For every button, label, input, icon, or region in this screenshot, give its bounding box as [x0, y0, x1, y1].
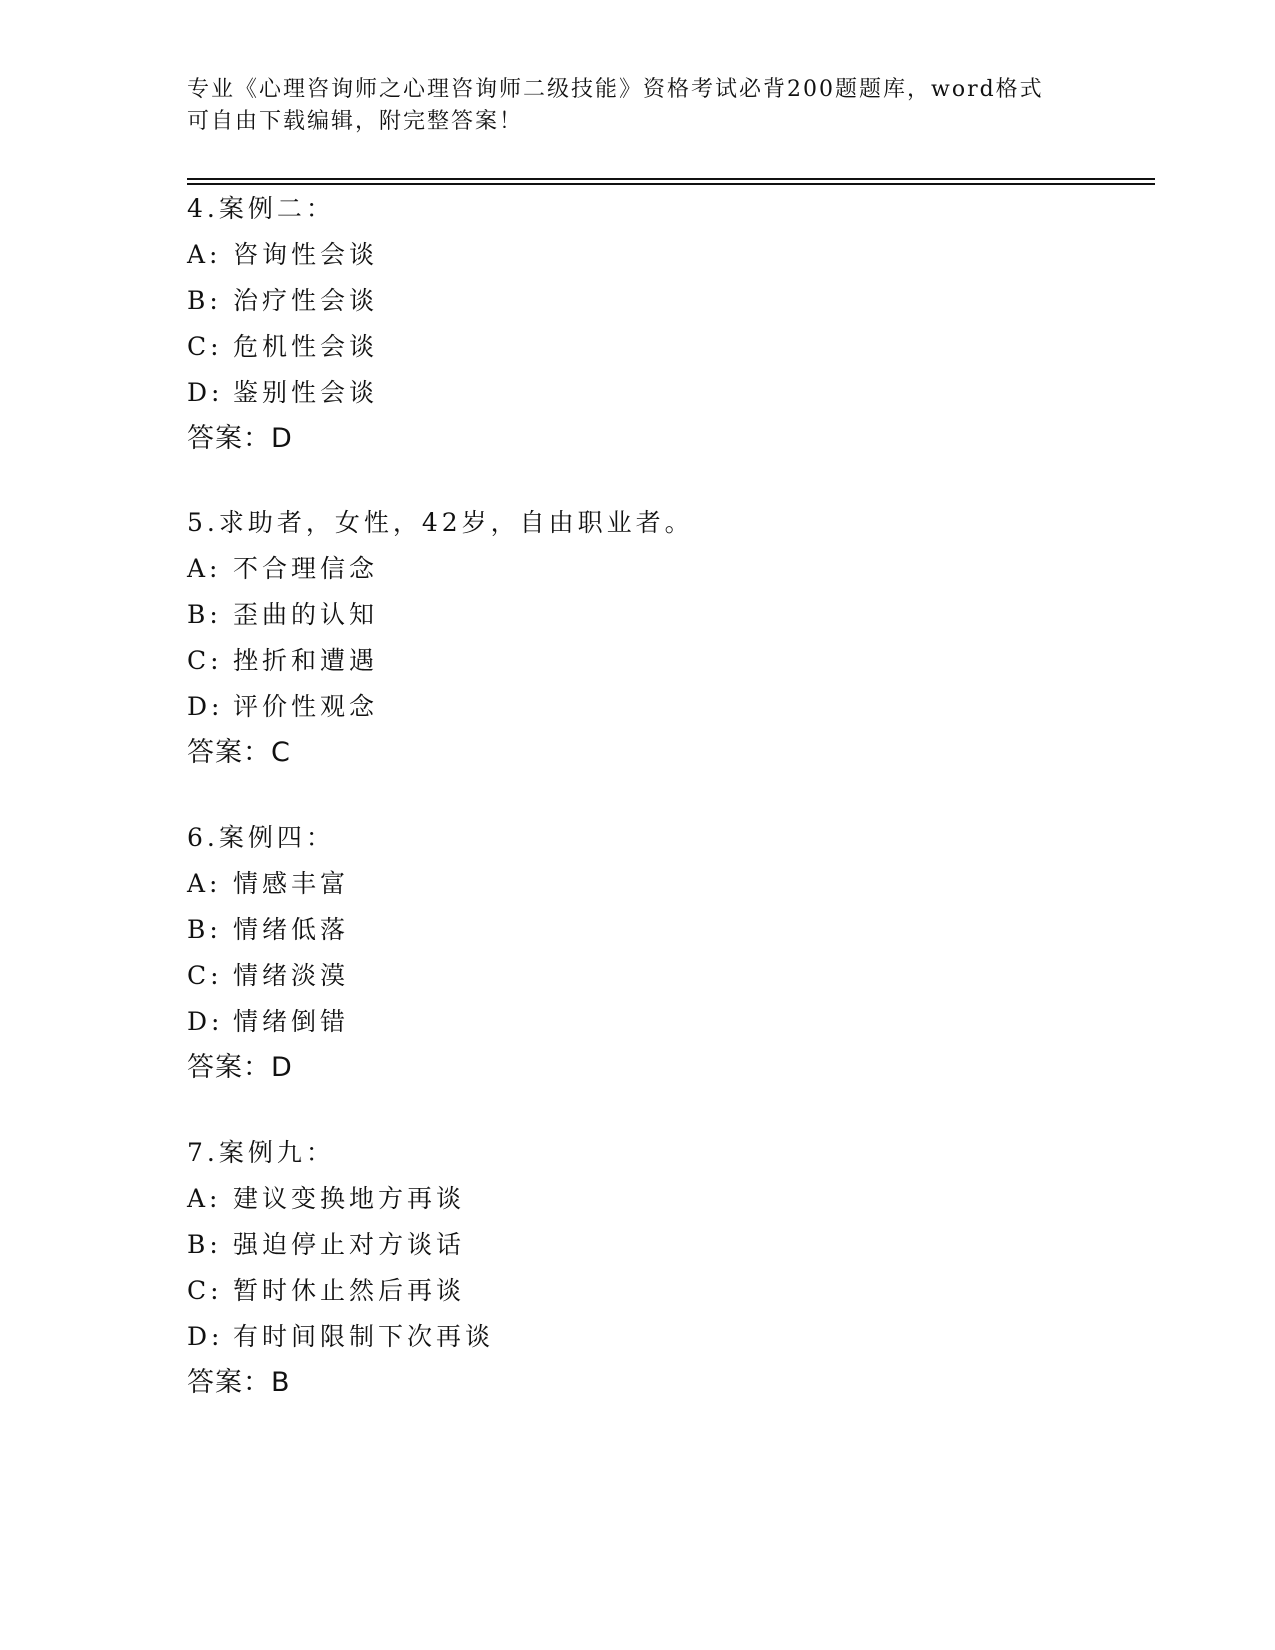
document-header — [187, 74, 1087, 138]
header-line-1: 专业《心理咨询师之心理咨询师二级技能》资格考试必背200题题库，word格式 — [187, 77, 1044, 102]
header-divider-bottom — [187, 183, 1155, 185]
option-d — [187, 999, 1087, 1045]
option-text: 强迫停止对方谈话 — [233, 1230, 466, 1259]
option-letter: A: — [187, 869, 222, 898]
option-b — [187, 278, 1087, 324]
option-letter: B: — [187, 600, 222, 629]
option-letter: C: — [187, 961, 223, 990]
question-block — [187, 815, 1087, 1091]
option-c — [187, 324, 1087, 370]
option-text: 情绪倒错 — [233, 1007, 350, 1036]
answer-line: 答案：D — [187, 423, 293, 454]
question-block — [187, 186, 1087, 462]
option-a — [187, 232, 1087, 278]
option-letter: D: — [187, 1007, 224, 1036]
option-a — [187, 861, 1087, 907]
option-text: 治疗性会谈 — [233, 286, 379, 315]
option-c — [187, 638, 1087, 684]
option-text: 挫折和遭遇 — [233, 646, 379, 675]
option-d — [187, 1314, 1087, 1360]
option-c — [187, 953, 1087, 999]
question-title: 7.案例九： — [187, 1138, 335, 1167]
option-b — [187, 1222, 1087, 1268]
option-text: 不合理信念 — [233, 554, 379, 583]
option-letter: C: — [187, 332, 223, 361]
option-d — [187, 370, 1087, 416]
option-c — [187, 1268, 1087, 1314]
answer-line: 答案：B — [187, 1367, 291, 1398]
option-letter: C: — [187, 646, 223, 675]
option-letter: A: — [187, 1184, 222, 1213]
answer-line: 答案：C — [187, 737, 291, 768]
option-text: 有时间限制下次再谈 — [233, 1322, 495, 1351]
option-letter: A: — [187, 240, 222, 269]
question-title: 6.案例四： — [187, 823, 335, 852]
option-text: 危机性会谈 — [233, 332, 379, 361]
option-letter: B: — [187, 1230, 222, 1259]
option-text: 情感丰富 — [233, 869, 350, 898]
option-text: 暂时休止然后再谈 — [233, 1276, 466, 1305]
option-text: 建议变换地方再谈 — [233, 1184, 466, 1213]
question-block — [187, 1130, 1087, 1406]
header-line-2: 可自由下载编辑，附完整答案！ — [187, 109, 524, 134]
option-text: 评价性观念 — [233, 692, 379, 721]
question-title: 5.求助者，女性，42岁，自由职业者。 — [187, 508, 694, 537]
answer-line: 答案：D — [187, 1052, 293, 1083]
option-a — [187, 546, 1087, 592]
question-block — [187, 500, 1087, 776]
option-letter: C: — [187, 1276, 223, 1305]
option-b — [187, 592, 1087, 638]
option-text: 鉴别性会谈 — [233, 378, 379, 407]
header-divider-top — [187, 178, 1155, 180]
question-title: 4.案例二： — [187, 194, 335, 223]
option-d — [187, 684, 1087, 730]
option-a — [187, 1176, 1087, 1222]
option-letter: D: — [187, 692, 224, 721]
option-text: 情绪低落 — [233, 915, 350, 944]
option-letter: D: — [187, 1322, 224, 1351]
option-letter: A: — [187, 554, 222, 583]
option-b — [187, 907, 1087, 953]
option-text: 情绪淡漠 — [233, 961, 350, 990]
option-letter: D: — [187, 378, 224, 407]
option-text: 歪曲的认知 — [233, 600, 379, 629]
option-letter: B: — [187, 286, 222, 315]
option-letter: B: — [187, 915, 222, 944]
option-text: 咨询性会谈 — [233, 240, 379, 269]
